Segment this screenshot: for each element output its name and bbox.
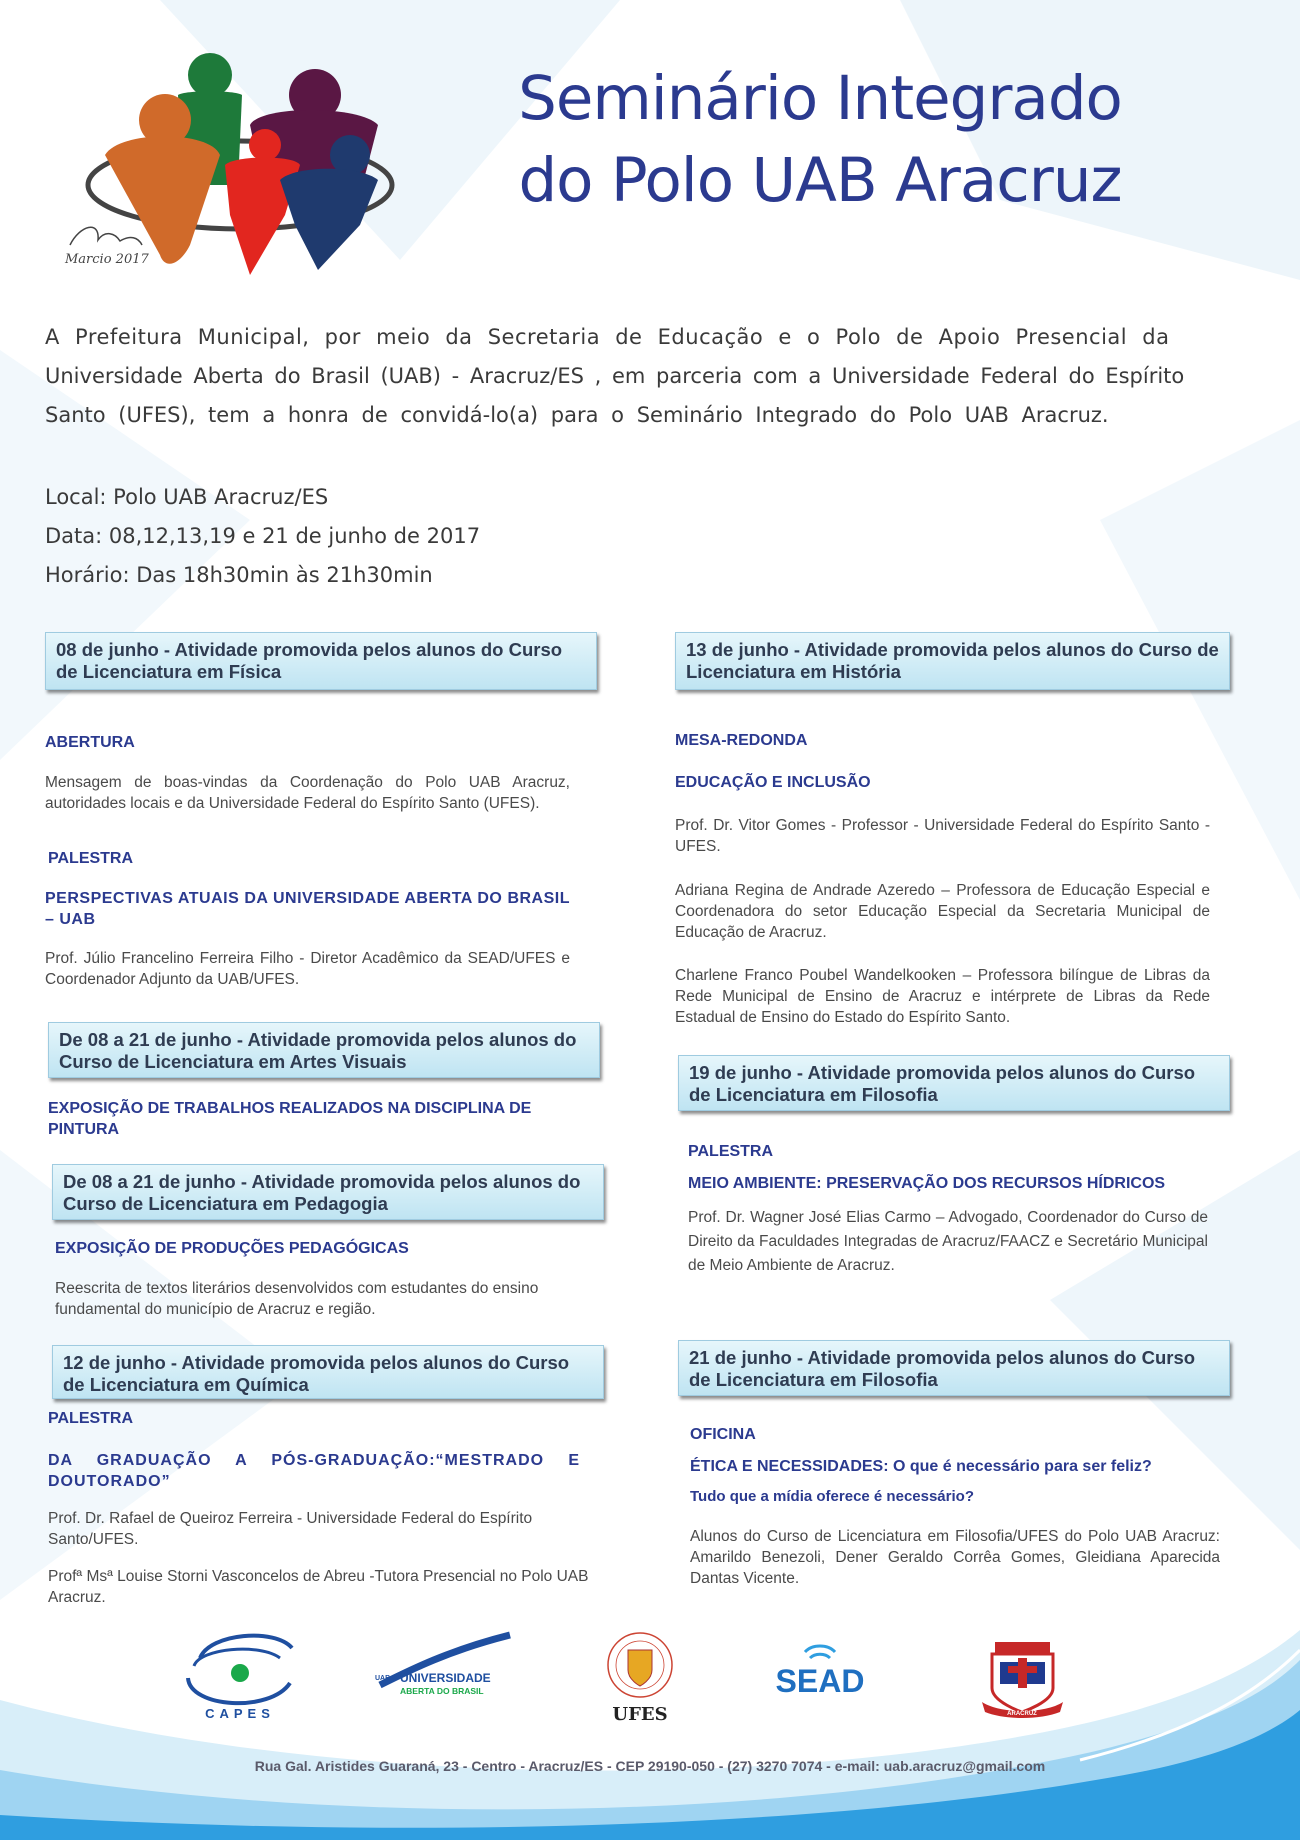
title-line-2: do Polo UAB Aracruz	[518, 145, 1122, 216]
filosofia21-heading-tema: ÉTICA E NECESSIDADES: O que é necessário para ser feliz?	[690, 1458, 1152, 1475]
fisica-heading-abertura: ABERTURA	[45, 734, 135, 751]
filosofia19-heading-palestra: PALESTRA	[688, 1143, 774, 1160]
filosofia21-heading-tema-2: Tudo que a mídia oferece é necessário?	[690, 1488, 974, 1505]
sead-label: SEAD	[775, 1663, 865, 1699]
event-info	[45, 478, 480, 595]
historia-text-1: Prof. Dr. Vitor Gomes - Professor - Universidade Federal do Espírito Santo - UFES.	[675, 817, 1210, 855]
box-historia: 13 de junho - Atividade promovida pelos alunos do Curso de Licenciatura em História	[675, 632, 1230, 690]
info-local: Local: Polo UAB Aracruz/ES	[45, 485, 329, 509]
quimica-text-palestrante-1: Prof. Dr. Rafael de Queiroz Ferreira - Universidade Federal do Espírito Santo/UFES.	[48, 1510, 533, 1548]
uab-line1: UNIVERSIDADE	[400, 1671, 491, 1685]
logo-signature: Marcio 2017	[65, 252, 149, 267]
uab-logo	[370, 1630, 520, 1710]
fisica-heading-palestra: PALESTRA	[48, 850, 134, 867]
ufes-label: UFES	[612, 1704, 668, 1725]
quimica-text-palestrante-2: Profª Msª Louise Storni Vasconcelos de Abreu -Tutora Presencial no Polo UAB Aracruz.	[48, 1568, 589, 1606]
filosofia19-text: Prof. Dr. Wagner José Elias Carmo – Advogado, Coordenador do Curso de Direito da Faculdades Integradas de Aracruz/FAACZ e Secretário Municipal de Meio Ambiente de Aracruz.	[688, 1209, 1208, 1274]
aracruz-label: ARACRUZ	[1007, 1711, 1037, 1717]
fisica-text-palestrante: Prof. Júlio Francelino Ferreira Filho - Diretor Acadêmico da SEAD/UFES e Coordenador Adjunto da UAB/UFES.	[45, 950, 570, 988]
box-artes-visuais: De 08 a 21 de junho - Atividade promovida pelos alunos do Curso de Licenciatura em Artes Visuais	[48, 1022, 600, 1078]
polo-logo	[60, 45, 400, 285]
fisica-heading-tema: PERSPECTIVAS ATUAIS DA UNIVERSIDADE ABERTA DO BRASIL – UAB	[45, 890, 570, 928]
sead-logo	[770, 1620, 870, 1710]
page-title	[440, 58, 1200, 222]
box-pedagogia: De 08 a 21 de junho - Atividade promovida pelos alunos do Curso de Licenciatura em Pedagogia	[52, 1164, 604, 1220]
title-line-1: Seminário Integrado	[518, 63, 1122, 134]
capes-label: CAPES	[205, 1706, 275, 1721]
uab-small-label: UAB	[375, 1675, 391, 1682]
intro-line-3: Santo (UFES), tem a honra de convidá-lo(a) para o Seminário Integrado do Polo UAB Aracruz.	[45, 403, 1109, 427]
box-filosofia-19: 19 de junho - Atividade promovida pelos alunos do Curso de Licenciatura em Filosofia	[678, 1055, 1230, 1111]
historia-heading-tema: EDUCAÇÃO E INCLUSÃO	[675, 774, 871, 791]
box-filosofia-21: 21 de junho - Atividade promovida pelos alunos do Curso de Licenciatura em Filosofia	[678, 1340, 1230, 1396]
historia-heading-mesa: MESA-REDONDA	[675, 732, 808, 749]
filosofia19-heading-tema: MEIO AMBIENTE: PRESERVAÇÃO DOS RECURSOS HÍDRICOS	[688, 1175, 1166, 1192]
historia-text-2: Adriana Regina de Andrade Azeredo – Professora de Educação Especial e Coordenadora do setor Educação Especial da Secretaria Municipal de Educação de Aracruz.	[675, 882, 1210, 941]
quimica-heading-tema: DA GRADUAÇÃO A PÓS-GRADUAÇÃO:“MESTRADO E DOUTORADO”	[48, 1452, 580, 1490]
filosofia21-text: Alunos do Curso de Licenciatura em Filosofia/UFES do Polo UAB Aracruz: Amarildo Benezoli, Dener Geraldo Corrêa Gomes, Gleidiana Aparecida Dantas Vicente.	[690, 1528, 1220, 1587]
historia-text-3: Charlene Franco Poubel Wandelkooken – Professora bilíngue de Libras da Rede Municipal de Ensino de Aracruz e intérprete de Libras da Rede Estadual de Ensino do Estado do Espírito Santo.	[675, 967, 1210, 1026]
capes-logo	[180, 1628, 300, 1723]
box-quimica: 12 de junho - Atividade promovida pelos alunos do Curso de Licenciatura em Química	[52, 1345, 604, 1399]
footer-address: Rua Gal. Aristides Guaraná, 23 - Centro - Aracruz/ES - CEP 29190-050 - (27) 3270 7074 - e-mail: uab.aracruz@gmail.com	[254, 1758, 1046, 1774]
pedagogia-text: Reescrita de textos literários desenvolvidos com estudantes do ensino fundamental do município de Aracruz e região.	[55, 1280, 539, 1318]
info-horario: Horário: Das 18h30min às 21h30min	[45, 563, 433, 587]
box-fisica: 08 de junho - Atividade promovida pelos alunos do Curso de Licenciatura em Física	[45, 632, 597, 690]
filosofia21-heading-oficina: OFICINA	[690, 1426, 756, 1443]
quimica-heading-palestra: PALESTRA	[48, 1410, 134, 1427]
uab-line2: ABERTA DO BRASIL	[400, 1686, 484, 1696]
info-data: Data: 08,12,13,19 e 21 de junho de 2017	[45, 524, 481, 548]
intro-paragraph	[45, 318, 1215, 435]
pedagogia-heading-exposicao: EXPOSIÇÃO DE PRODUÇÕES PEDAGÓGICAS	[55, 1240, 409, 1257]
ufes-logo	[600, 1630, 680, 1725]
fisica-text-abertura: Mensagem de boas-vindas da Coordenação do Polo UAB Aracruz, autoridades locais e da Universidade Federal do Espírito Santo (UFES).	[45, 774, 570, 812]
aracruz-logo	[980, 1640, 1065, 1720]
intro-line-2: Universidade Aberta do Brasil (UAB) - Aracruz/ES , em parceria com a Universidade Federal do Espírito	[45, 364, 1185, 388]
artes-heading-exposicao: EXPOSIÇÃO DE TRABALHOS REALIZADOS NA DISCIPLINA DE PINTURA	[48, 1100, 532, 1138]
intro-line-1: A Prefeitura Municipal, por meio da Secretaria de Educação e o Polo de Apoio Presencial da	[45, 325, 1170, 349]
